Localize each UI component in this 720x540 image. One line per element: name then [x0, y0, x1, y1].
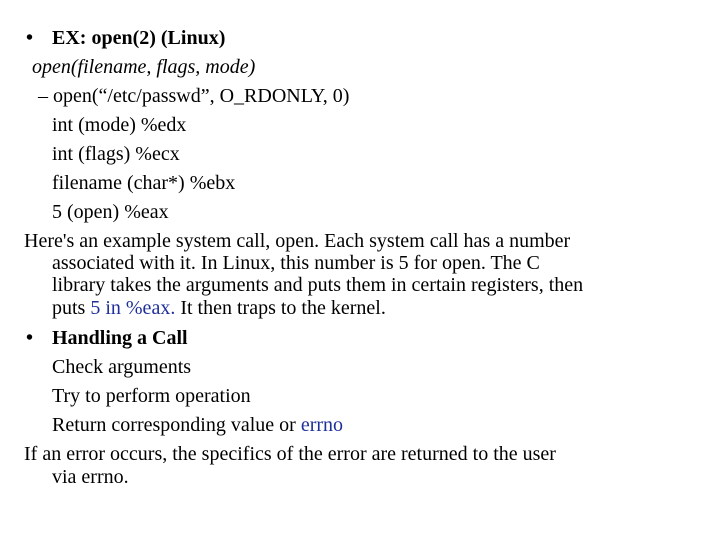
closing-line-1: If an error occurs, the specifics of the error are returned to the user: [24, 443, 556, 465]
register-filename: filename (char*) %ebx: [52, 172, 236, 194]
eax-highlight: 5 in %eax.: [90, 297, 176, 319]
heading-handling-call: [26, 326, 188, 350]
register-mode: int (mode) %edx: [52, 114, 187, 136]
register-flags: int (flags) %ecx: [52, 143, 180, 165]
explanation-line-2: associated with it. In Linux, this number is 5 for open. The C: [52, 252, 540, 274]
step-return-value: [52, 413, 343, 437]
heading-open-example: [26, 26, 225, 50]
explanation-line-4-suffix: It then traps to the kernel.: [175, 297, 386, 319]
step-check-arguments: Check arguments: [52, 356, 192, 378]
example-call: – open(“/etc/passwd”, O_RDONLY, 0): [38, 85, 350, 107]
step-perform-operation: Try to perform operation: [52, 385, 251, 407]
bullet-icon: •: [26, 327, 34, 349]
explanation-line-3: library takes the arguments and puts them in certain registers, then: [52, 274, 584, 296]
register-syscall-number: 5 (open) %eax: [52, 201, 169, 223]
explanation-line-4: [52, 296, 386, 320]
open-signature: open(filename, flags, mode): [32, 56, 256, 78]
explanation-line-4-prefix: puts: [52, 297, 91, 319]
explanation-line-1: Here's an example system call, open. Each system call has a number: [24, 230, 571, 252]
errno-highlight: errno: [300, 414, 344, 436]
heading-text: EX: open(2) (Linux): [52, 27, 226, 49]
bullet-icon: •: [26, 27, 34, 49]
heading-text: Handling a Call: [52, 327, 188, 349]
step-return-value-text: Return corresponding value or: [52, 414, 301, 436]
closing-line-2: via errno.: [52, 466, 129, 488]
